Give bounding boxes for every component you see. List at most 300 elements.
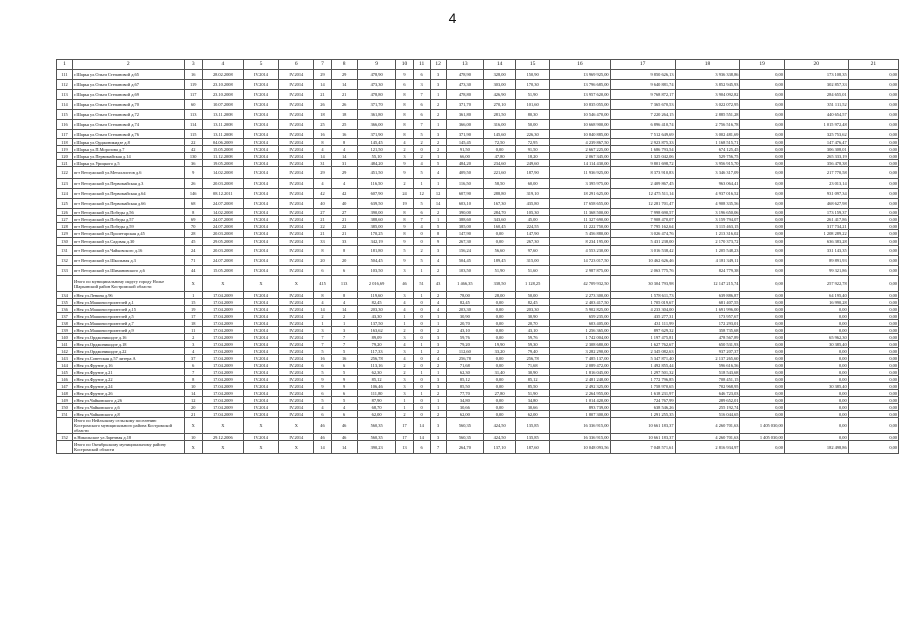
table-cell: 2 bbox=[430, 100, 446, 110]
table-cell: 468 627,98 bbox=[784, 199, 848, 209]
table-cell: X bbox=[202, 418, 243, 434]
table-row bbox=[57, 434, 899, 441]
table-cell: 0,00 bbox=[740, 313, 784, 320]
table-cell: 0,00 bbox=[740, 223, 784, 230]
table-cell: 9 bbox=[396, 70, 413, 80]
table-cell: 8 bbox=[396, 110, 413, 120]
table-cell: 351 111,52 bbox=[784, 100, 848, 110]
table-cell: IV.2014 bbox=[243, 160, 278, 167]
table-cell: 50,00 bbox=[516, 292, 550, 299]
table-cell: IV.2014 bbox=[243, 404, 278, 411]
table-cell: IV.2014 bbox=[279, 397, 314, 404]
table-cell: 0,00 bbox=[848, 189, 898, 199]
table-cell: IV.2014 bbox=[279, 246, 314, 256]
table-cell: 17.04.2009 bbox=[202, 341, 243, 348]
table-cell: 358 735,68 bbox=[675, 327, 740, 334]
table-cell: 1 807 300,00 bbox=[550, 411, 610, 418]
table-cell: 12 475 511,14 bbox=[610, 189, 675, 199]
table-cell: 6 bbox=[314, 266, 331, 276]
table-cell: 1 256 365,00 bbox=[550, 327, 610, 334]
table-cell: IV.2014 bbox=[243, 397, 278, 404]
table-cell: IV.2014 bbox=[279, 189, 314, 199]
table-cell: 45 bbox=[184, 238, 202, 246]
table-cell: г.Нея ул.Чайковского д.8 bbox=[72, 411, 184, 418]
table-cell: 249,60 bbox=[516, 160, 550, 167]
table-cell: X bbox=[243, 441, 278, 454]
table-cell: 60,00 bbox=[516, 179, 550, 189]
table-row bbox=[57, 230, 899, 238]
table-cell: IV.2014 bbox=[243, 341, 278, 348]
table-cell: IV.2014 bbox=[279, 404, 314, 411]
table-cell: 123 bbox=[57, 179, 73, 189]
table-cell: 13.11.2008 bbox=[202, 130, 243, 139]
table-cell: 16 bbox=[184, 70, 202, 80]
table-cell: IV.2014 bbox=[243, 306, 278, 313]
column-number-15: 15 bbox=[516, 60, 550, 70]
table-cell: 119 bbox=[57, 146, 73, 153]
table-cell: 3 bbox=[430, 383, 446, 390]
table-cell: 0 bbox=[413, 230, 430, 238]
table-cell: 261 417,86 bbox=[784, 216, 848, 223]
table-cell: 0 bbox=[413, 327, 430, 334]
table-cell: 163,62 bbox=[357, 327, 396, 334]
table-cell: IV.2014 bbox=[243, 139, 278, 146]
table-cell: 371,90 bbox=[357, 130, 396, 139]
table-cell: IV.2014 bbox=[279, 256, 314, 266]
table-row bbox=[57, 383, 899, 390]
table-cell: 1 bbox=[396, 397, 413, 404]
table-cell: IV.2014 bbox=[279, 390, 314, 397]
table-cell: 646 723,03 bbox=[675, 390, 740, 397]
table-cell: 26 bbox=[331, 100, 357, 110]
table-cell: 1 742 004,00 bbox=[550, 334, 610, 341]
table-cell: 6 bbox=[331, 390, 357, 397]
table-cell: 170,25 bbox=[357, 230, 396, 238]
table-cell: IV.2014 bbox=[243, 209, 278, 216]
table-cell: 8 bbox=[331, 246, 357, 256]
table-cell: 255 192,74 bbox=[675, 404, 740, 411]
table-cell: 5 bbox=[413, 167, 430, 179]
table-cell: 124 bbox=[57, 189, 73, 199]
table-cell: 97,60 bbox=[516, 246, 550, 256]
table-cell: 4 bbox=[331, 404, 357, 411]
table-cell: 4 bbox=[396, 299, 413, 306]
table-cell: 2 bbox=[430, 327, 446, 334]
table-cell: 1 bbox=[430, 179, 446, 189]
table-row bbox=[57, 189, 899, 199]
table-cell: 24.07.2008 bbox=[202, 199, 243, 209]
table-cell: 19 bbox=[184, 306, 202, 313]
table-cell: 8 bbox=[314, 292, 331, 299]
table-cell: 150,90 bbox=[516, 70, 550, 80]
table-cell: 3 bbox=[430, 80, 446, 90]
table-cell: 1 bbox=[184, 292, 202, 299]
table-cell: 931 097,34 bbox=[784, 189, 848, 199]
table-cell: 3 956 915,70 bbox=[675, 160, 740, 167]
table-cell: 1 291 255,35 bbox=[610, 411, 675, 418]
table-cell: 0,00 bbox=[784, 411, 848, 418]
table-cell: 4 bbox=[314, 404, 331, 411]
table-cell: 19.05.2008 bbox=[202, 160, 243, 167]
table-cell: 1 bbox=[413, 369, 430, 376]
table-cell: 0 bbox=[413, 334, 430, 341]
table-cell: 639,50 bbox=[357, 199, 396, 209]
table-cell: Итого по муниципальному округу городу Нолье Шарьинский район Костромской области bbox=[72, 276, 184, 292]
table-row bbox=[57, 362, 899, 369]
table-cell: 2 bbox=[430, 110, 446, 120]
column-number-17: 17 bbox=[610, 60, 675, 70]
table-cell: 4 bbox=[430, 299, 446, 306]
table-cell: 6 bbox=[314, 390, 331, 397]
table-cell: 122 bbox=[57, 167, 73, 179]
table-cell: 20.03.2008 bbox=[202, 230, 243, 238]
table-cell: 0,00 bbox=[740, 80, 784, 90]
table-cell: 478,90 bbox=[446, 70, 484, 80]
column-number-8: 8 bbox=[331, 60, 357, 70]
table-cell: 371,70 bbox=[357, 100, 396, 110]
table-cell: 0,00 bbox=[848, 348, 898, 355]
table-cell: 13 796 685,00 bbox=[550, 80, 610, 90]
table-cell: 1 bbox=[430, 369, 446, 376]
table-cell: 23 013,14 bbox=[784, 179, 848, 189]
table-cell: 17 658 655,00 bbox=[550, 199, 610, 209]
table-cell: 1 bbox=[413, 341, 430, 348]
table-cell: 111,80 bbox=[357, 390, 396, 397]
table-cell: 1 772 796,85 bbox=[610, 376, 675, 383]
table-cell: 415 bbox=[314, 276, 331, 292]
table-cell: 80,30 bbox=[516, 110, 550, 120]
table-cell: 897 629,32 bbox=[610, 327, 675, 334]
table-cell: 16 336 915,00 bbox=[550, 434, 610, 441]
table-cell: IV.2014 bbox=[243, 238, 278, 246]
table-cell: 9 bbox=[184, 167, 202, 179]
table-cell: 121 bbox=[57, 160, 73, 167]
table-cell: 46 bbox=[314, 418, 331, 434]
table-cell: 137,50 bbox=[357, 320, 396, 327]
table-cell: 6 bbox=[413, 70, 430, 80]
table-row bbox=[57, 355, 899, 362]
table-cell: 560,35 bbox=[357, 434, 396, 441]
table-cell: 4 937 016,52 bbox=[675, 189, 740, 199]
table-cell: 7 bbox=[184, 369, 202, 376]
table-cell: 1 578 611,73 bbox=[610, 292, 675, 299]
table-cell: 135,85 bbox=[516, 418, 550, 434]
column-number-18: 18 bbox=[675, 60, 740, 70]
table-row bbox=[57, 299, 899, 306]
table-cell: 8 bbox=[396, 216, 413, 223]
table-cell: 112 bbox=[57, 80, 73, 90]
table-cell: 17.04.2009 bbox=[202, 292, 243, 299]
table-cell: 361,80 bbox=[357, 110, 396, 120]
table-cell: 224,55 bbox=[516, 223, 550, 230]
table-cell: 17 bbox=[396, 418, 413, 434]
table-cell: 0,00 bbox=[784, 434, 848, 441]
table-cell: 0,00 bbox=[848, 80, 898, 90]
table-cell: г.Шарья ул.Ольги Степановой д.72 bbox=[72, 110, 184, 120]
table-cell: 1 627 762,67 bbox=[610, 341, 675, 348]
table-cell: IV.2014 bbox=[279, 100, 314, 110]
table-cell: 4 553 230,00 bbox=[550, 246, 610, 256]
table-cell: 20 bbox=[314, 256, 331, 266]
table-cell: 0 bbox=[413, 238, 430, 246]
table-cell: 603,10 bbox=[446, 199, 484, 209]
table-cell: 28,00 bbox=[484, 292, 516, 299]
table-cell: 135 bbox=[57, 299, 73, 306]
table-cell: 0 bbox=[413, 320, 430, 327]
table-cell: 256,78 bbox=[446, 355, 484, 362]
table-cell: 26 bbox=[314, 100, 331, 110]
table-cell: 31,40 bbox=[484, 369, 516, 376]
table-cell bbox=[57, 418, 73, 434]
table-cell: 146 bbox=[57, 376, 73, 383]
table-cell: 12 bbox=[430, 189, 446, 199]
table-cell: IV.2014 bbox=[243, 348, 278, 355]
table-cell: 14 bbox=[331, 153, 357, 160]
table-cell: 10 546 470,00 bbox=[550, 110, 610, 120]
table-cell: 0,00 bbox=[740, 153, 784, 160]
page-number: 4 bbox=[448, 10, 457, 26]
table-cell: 3 bbox=[430, 376, 446, 383]
table-cell: 10 bbox=[184, 434, 202, 441]
table-cell: г.Шарья ул.Ольги Степановой д.65 bbox=[72, 70, 184, 80]
table-cell: 2 bbox=[430, 390, 446, 397]
table-cell: IV.2014 bbox=[279, 313, 314, 320]
table-cell: IV.2014 bbox=[279, 411, 314, 418]
table-cell: 43,30 bbox=[357, 313, 396, 320]
table-cell: 36 bbox=[184, 160, 202, 167]
table-cell: 151 bbox=[57, 411, 73, 418]
table-cell: 2 bbox=[430, 362, 446, 369]
table-cell: 43,10 bbox=[446, 327, 484, 334]
table-cell: IV.2014 bbox=[279, 130, 314, 139]
table-row bbox=[57, 327, 899, 334]
table-cell: 18 bbox=[331, 110, 357, 120]
table-cell: 45,00 bbox=[516, 216, 550, 223]
table-cell: 0,00 bbox=[848, 334, 898, 341]
table-cell: Итого по Нейльскому сельскому поселению Костромского муниципального района Костромской области bbox=[72, 418, 184, 434]
table-cell: 1 691 996,00 bbox=[675, 306, 740, 313]
table-cell: 4 bbox=[396, 341, 413, 348]
table-cell: 0,00 bbox=[784, 348, 848, 355]
table-cell: 5 bbox=[314, 397, 331, 404]
table-cell: 3 852 945,93 bbox=[675, 80, 740, 90]
table-cell: IV.2014 bbox=[279, 434, 314, 441]
table-cell: 62,00 bbox=[446, 411, 484, 418]
table-cell: 6 bbox=[331, 266, 357, 276]
table-cell: 1 405 030,00 bbox=[740, 418, 784, 434]
table-row bbox=[57, 313, 899, 320]
table-cell: 1 bbox=[396, 313, 413, 320]
table-cell: 27 bbox=[314, 209, 331, 216]
table-cell: 30 385,40 bbox=[784, 383, 848, 390]
table-cell: г.Нея ул.Орджоникидзе д.22 bbox=[72, 348, 184, 355]
table-cell: 2 bbox=[430, 139, 446, 146]
table-cell: 71,68 bbox=[516, 362, 550, 369]
table-cell: 0,00 bbox=[740, 404, 784, 411]
table-cell: 289 652,01 bbox=[675, 397, 740, 404]
table-cell: 20 bbox=[331, 256, 357, 266]
table-cell: 0,00 bbox=[740, 179, 784, 189]
table-cell: 8 bbox=[396, 100, 413, 110]
table-cell: г.Шарья ул.Орджоникидзе д.8 bbox=[72, 139, 184, 146]
table-cell: 16 bbox=[331, 130, 357, 139]
table-cell: 132 bbox=[57, 256, 73, 266]
table-cell: 103,50 bbox=[446, 266, 484, 276]
table-cell: 3 346 317,09 bbox=[675, 167, 740, 179]
table-cell: 8 bbox=[396, 90, 413, 100]
table-cell: п.Никольское ул.Заречная д.18 bbox=[72, 434, 184, 441]
table-cell: 15 bbox=[184, 299, 202, 306]
table-row bbox=[57, 320, 899, 327]
table-cell: IV.2014 bbox=[279, 369, 314, 376]
table-cell: 24 bbox=[184, 246, 202, 256]
table-row bbox=[57, 390, 899, 397]
table-cell: IV.2014 bbox=[243, 299, 278, 306]
table-cell: 0 bbox=[413, 299, 430, 306]
table-cell: 20 bbox=[184, 404, 202, 411]
table-cell: IV.2014 bbox=[243, 320, 278, 327]
table-cell: 17.04.2009 bbox=[202, 327, 243, 334]
table-cell: г.Нея ул.Фрунзе д.21 bbox=[72, 369, 184, 376]
table-cell: 62,00 bbox=[516, 411, 550, 418]
table-cell: 4 bbox=[396, 355, 413, 362]
table-cell: 4 bbox=[413, 223, 430, 230]
table-cell: 607,90 bbox=[357, 189, 396, 199]
table-cell: 10 048 093,56 bbox=[550, 441, 610, 454]
table-cell: IV.2014 bbox=[279, 348, 314, 355]
table-cell: X bbox=[279, 418, 314, 434]
table-cell: 12 147 215,74 bbox=[675, 276, 740, 292]
table-cell: 1 bbox=[314, 320, 331, 327]
table-cell: 2 bbox=[396, 369, 413, 376]
table-cell: IV.2014 bbox=[243, 327, 278, 334]
table-cell: 29.05.2008 bbox=[202, 238, 243, 246]
table-cell: 129 bbox=[57, 230, 73, 238]
table-cell: г.Нея ул.Орджоникидзе д.18 bbox=[72, 341, 184, 348]
table-cell: 0,00 bbox=[784, 320, 848, 327]
table-cell: 390,00 bbox=[446, 209, 484, 216]
table-cell: 51,90 bbox=[484, 266, 516, 276]
table-cell: 173 108,35 bbox=[784, 70, 848, 80]
table-cell: 0,00 bbox=[848, 167, 898, 179]
table-cell: 4 bbox=[430, 256, 446, 266]
table-cell: 19 bbox=[396, 199, 413, 209]
table-cell: 30 304 793,98 bbox=[610, 276, 675, 292]
table-cell: 16 990,28 bbox=[784, 299, 848, 306]
table-row bbox=[57, 130, 899, 139]
table-cell: 0,00 bbox=[848, 276, 898, 292]
table-cell: 3 bbox=[396, 348, 413, 355]
table-cell: 702 968,95 bbox=[675, 383, 740, 390]
table-cell: 21 bbox=[314, 230, 331, 238]
table-cell: 607,90 bbox=[446, 189, 484, 199]
table-cell: 0,00 bbox=[740, 292, 784, 299]
table-cell: 473,30 bbox=[357, 80, 396, 90]
table-cell: 14 bbox=[314, 153, 331, 160]
table-cell: 6 bbox=[396, 80, 413, 90]
table-cell: 2 bbox=[184, 334, 202, 341]
table-cell: 0,00 bbox=[848, 441, 898, 454]
table-cell: 0,00 bbox=[740, 189, 784, 199]
table-cell: 0,00 bbox=[484, 230, 516, 238]
table-cell: X bbox=[184, 441, 202, 454]
table-cell: IV.2014 bbox=[243, 100, 278, 110]
table-cell: 2 885 551,28 bbox=[675, 110, 740, 120]
table-cell: 8 bbox=[396, 209, 413, 216]
table-cell: 203,30 bbox=[446, 306, 484, 313]
table-cell: 9 768 872,17 bbox=[610, 90, 675, 100]
table-cell: 6 bbox=[184, 362, 202, 369]
table-row bbox=[57, 246, 899, 256]
table-cell: 18 291 625,00 bbox=[550, 189, 610, 199]
table-cell: 70 bbox=[184, 223, 202, 230]
table-cell: 0,00 bbox=[740, 276, 784, 292]
table-cell: 3 bbox=[396, 334, 413, 341]
table-row bbox=[57, 110, 899, 120]
table-cell: 173 159,37 bbox=[784, 209, 848, 216]
table-cell: 115 bbox=[184, 130, 202, 139]
table-cell: 3 bbox=[396, 266, 413, 276]
table-cell: 21 bbox=[331, 230, 357, 238]
table-cell: 59,76 bbox=[516, 334, 550, 341]
table-cell: 2 923 875,33 bbox=[610, 139, 675, 146]
table-cell: 0,00 bbox=[740, 230, 784, 238]
table-cell: 79,40 bbox=[516, 348, 550, 355]
table-cell: 0,00 bbox=[740, 90, 784, 100]
table-cell: 1 208 289,22 bbox=[784, 230, 848, 238]
table-cell: 0,00 bbox=[740, 266, 784, 276]
table-cell: 0,00 bbox=[740, 327, 784, 334]
table-cell: IV.2014 bbox=[279, 299, 314, 306]
table-cell: 0,00 bbox=[848, 369, 898, 376]
table-cell: 5 bbox=[331, 369, 357, 376]
table-cell: 117 bbox=[57, 130, 73, 139]
table-cell: 143 bbox=[57, 355, 73, 362]
table-cell: пгт Ветлужский ул.Первомайская д.64 bbox=[72, 189, 184, 199]
table-cell: 10 661 183,37 bbox=[610, 418, 675, 434]
table-cell: 72,50 bbox=[484, 139, 516, 146]
table-cell: 824 779,38 bbox=[675, 266, 740, 276]
table-cell: 130 bbox=[184, 153, 202, 160]
table-cell: 0,00 bbox=[848, 434, 898, 441]
table-row bbox=[57, 397, 899, 404]
table-cell: IV.2014 bbox=[279, 376, 314, 383]
table-cell: 0,00 bbox=[740, 362, 784, 369]
table-cell: 3 bbox=[413, 80, 430, 90]
table-cell: 66,00 bbox=[446, 153, 484, 160]
table-cell: 4 bbox=[396, 139, 413, 146]
table-cell: 343,60 bbox=[484, 216, 516, 223]
table-cell: 2 170 373,72 bbox=[675, 238, 740, 246]
table-cell: 424,50 bbox=[484, 418, 516, 434]
table-cell: 1 128,25 bbox=[516, 276, 550, 292]
table-cell: IV.2014 bbox=[243, 120, 278, 130]
table-cell: 1 758 970,65 bbox=[610, 383, 675, 390]
table-cell: 5 bbox=[314, 369, 331, 376]
table-cell: IV.2014 bbox=[243, 292, 278, 299]
table-cell: IV.2014 bbox=[243, 153, 278, 160]
table-cell: 7 365 670,53 bbox=[610, 100, 675, 110]
table-cell: 29 bbox=[314, 70, 331, 80]
table-cell: пгт Ветлужский ул.Победы д.59 bbox=[72, 223, 184, 230]
table-cell: IV.2014 bbox=[243, 189, 278, 199]
table-cell: IV.2014 bbox=[279, 199, 314, 209]
table-row bbox=[57, 209, 899, 216]
column-number-10: 10 bbox=[396, 60, 413, 70]
table-cell: 14 bbox=[413, 434, 430, 441]
table-row bbox=[57, 376, 899, 383]
table-cell: 10.07.2008 bbox=[202, 100, 243, 110]
